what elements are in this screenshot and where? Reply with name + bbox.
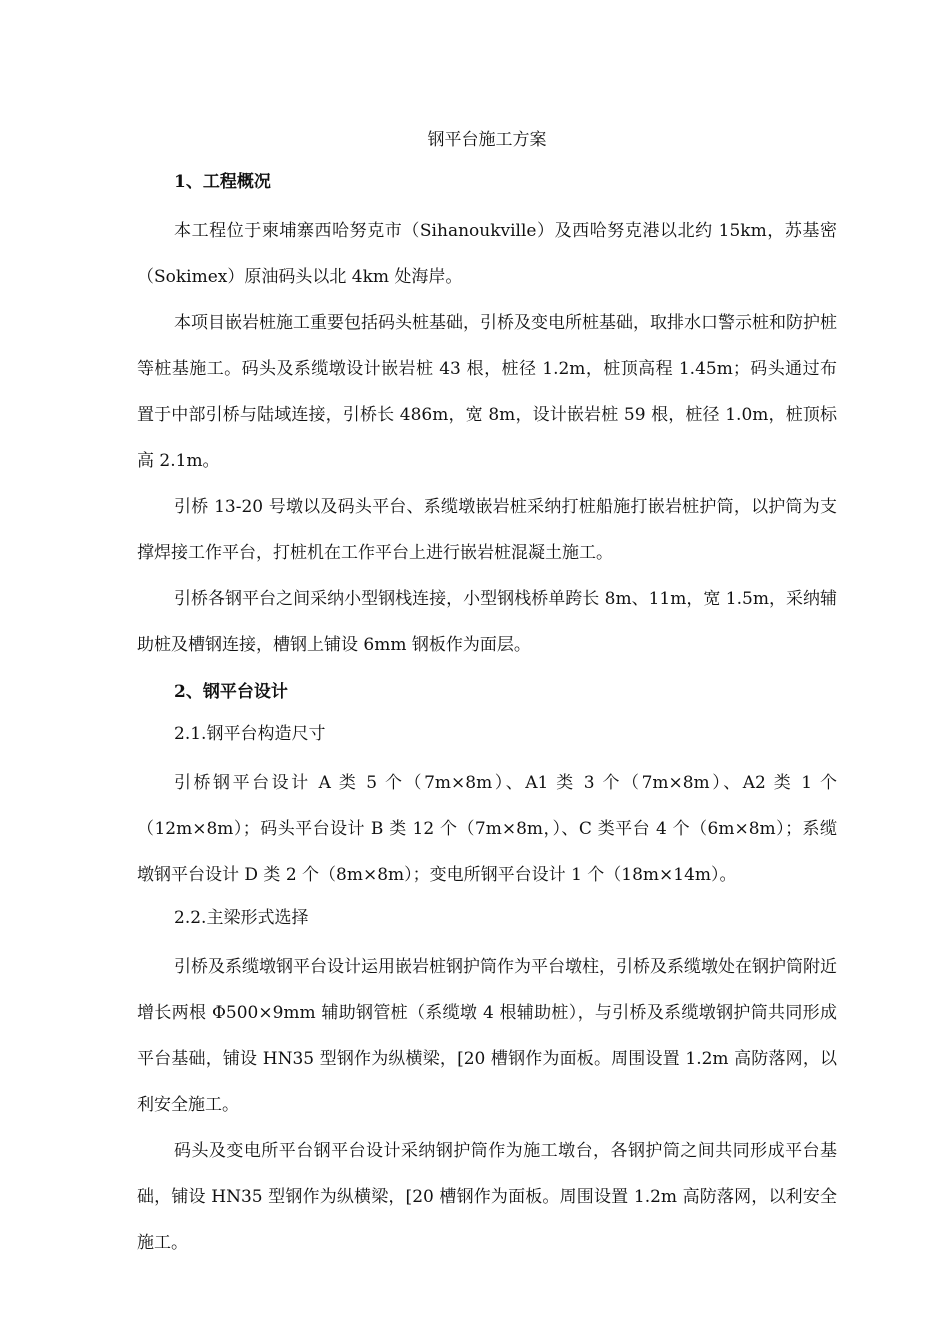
section-2-2-paragraph-1: 引桥及系缆墩钢平台设计运用嵌岩桩钢护筒作为平台墩柱，引桥及系缆墩处在钢护筒附近增长两根 Φ500×9mm 辅助钢管桩（系缆墩 4 根辅助桩），与引桥及系缆墩钢护筒共同形成平台基础，铺设 HN35 型钢作为纵横梁，[20 槽钢作为面板。周围设置 1.2m 高防落网，以利安全施工。 bbox=[137, 957, 837, 1115]
section-2-2-heading: 2.2.主梁形式选择 bbox=[174, 908, 309, 928]
section-1-paragraph-4: 引桥各钢平台之间采纳小型钢栈连接，小型钢栈桥单跨长 8m、11m，宽 1.5m，采纳辅助桩及槽钢连接，槽钢上铺设 6mm 钢板作为面层。 bbox=[137, 589, 837, 655]
section-2-1-heading: 2.1.钢平台构造尺寸 bbox=[174, 724, 326, 744]
section-2-1-paragraph: 引桥钢平台设计 A 类 5 个（7m×8m）、A1 类 3 个（7m×8m）、A2 类 1 个（12m×8m）；码头平台设计 B 类 12 个（7m×8m，）、C 类平台 4 个（6m×8m）；系缆墩钢平台设计 D 类 2 个（8m×8m）；变电所钢平台设计 1 个（18m×14m）。 bbox=[137, 773, 837, 885]
section-2-heading: 2、钢平台设计 bbox=[174, 682, 288, 702]
section-1-heading: 1、工程概况 bbox=[174, 172, 271, 192]
section-2-2-paragraph-2: 码头及变电所平台钢平台设计采纳钢护筒作为施工墩台，各钢护筒之间共同形成平台基础，铺设 HN35 型钢作为纵横梁，[20 槽钢作为面板。周围设置 1.2m 高防落网，以利安全施工。 bbox=[137, 1141, 837, 1253]
document-body bbox=[137, 124, 837, 1266]
document-title: 钢平台施工方案 bbox=[427, 130, 547, 150]
section-1-paragraph-3: 引桥 13-20 号墩以及码头平台、系缆墩嵌岩桩采纳打桩船施打嵌岩桩护筒，以护筒为支撑焊接工作平台，打桩机在工作平台上进行嵌岩桩混凝土施工。 bbox=[137, 497, 837, 563]
section-1-paragraph-2: 本项目嵌岩桩施工重要包括码头桩基础，引桥及变电所桩基础，取排水口警示桩和防护桩等桩基施工。码头及系缆墩设计嵌岩桩 43 根，桩径 1.2m，桩顶高程 1.45m；码头通过布置于中部引桥与陆域连接，引桥长 486m，宽 8m，设计嵌岩桩 59 根，桩径 1.0m，桩顶标高 2.1m。 bbox=[137, 313, 837, 471]
section-1-paragraph-1: 本工程位于柬埔寨西哈努克市（Sihanoukville）及西哈努克港以北约 15km，苏基密（Sokimex）原油码头以北 4km 处海岸。 bbox=[137, 221, 837, 287]
